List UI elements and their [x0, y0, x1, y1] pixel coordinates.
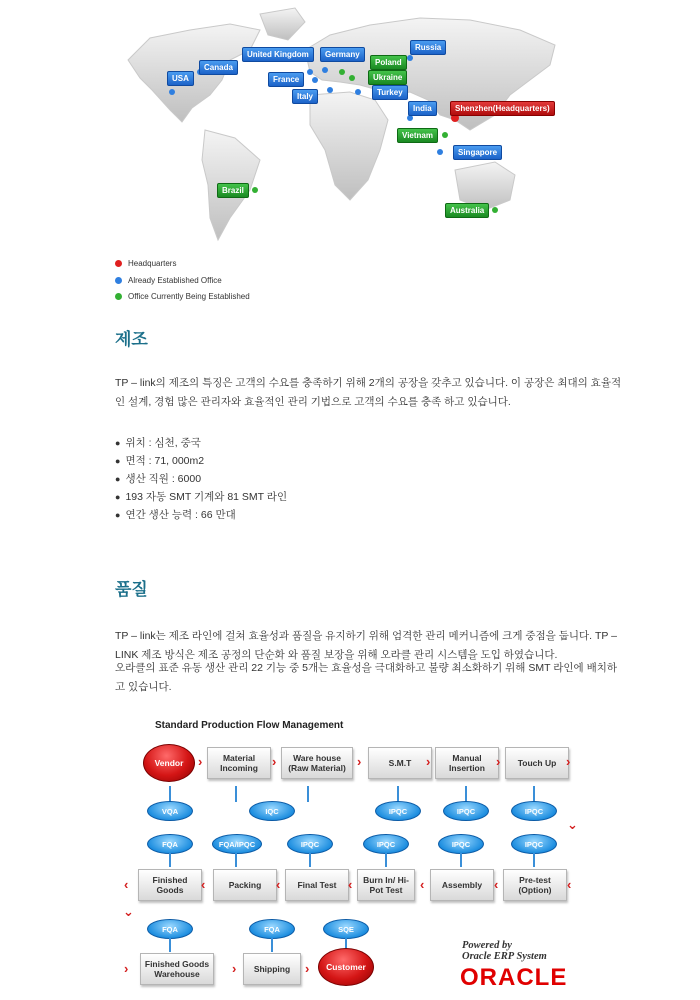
flow-final-test: Final Test	[285, 869, 349, 901]
map-label-canada: Canada	[199, 60, 238, 75]
arrow-right-icon: ›	[124, 961, 129, 976]
flow-title: Standard Production Flow Management	[155, 720, 344, 731]
arrow-left-icon: ‹	[348, 877, 353, 892]
qc-ipqc-final: IPQC	[287, 834, 333, 854]
map-label-poland: Poland	[370, 55, 407, 70]
africa-shape	[310, 92, 388, 200]
quality-heading: 품질	[115, 580, 148, 599]
vendor-node: Vendor	[143, 744, 195, 782]
turkey-dot	[355, 89, 361, 95]
qc-fqa-fg-warehouse: FQA	[147, 919, 193, 939]
manufacturing-heading: 제조	[115, 330, 148, 349]
connector-line	[235, 853, 237, 867]
qc-ipqc-burnin: IPQC	[363, 834, 409, 854]
brazil-dot	[252, 187, 258, 193]
usa-dot	[169, 89, 175, 95]
bullet-staff: ● 생산 직원 : 6000	[115, 470, 287, 488]
flow-material-incoming: Material Incoming	[207, 747, 271, 779]
connector-line	[235, 786, 237, 802]
arrow-left-icon: ‹	[201, 877, 206, 892]
map-label-brazil: Brazil	[217, 183, 249, 198]
arrow-right-icon: ›	[198, 754, 203, 769]
qc-fqa-ipqc-packing: FQA/IPQC	[212, 834, 262, 854]
flow-shipping: Shipping	[243, 953, 301, 985]
bullet-smt: ● 193 자동 SMT 기계와 81 SMT 라인	[115, 488, 287, 506]
arrow-right-icon: ›	[496, 754, 501, 769]
flow-finished-goods-warehouse: Finished Goods Warehouse	[140, 953, 214, 985]
connector-line	[345, 938, 347, 948]
flow-manual-insertion: Manual Insertion	[435, 747, 499, 779]
customer-node: Customer	[318, 948, 374, 986]
connector-line	[397, 786, 399, 802]
flow-burnin-hipot: Burn In/ Hi-Pot Test	[357, 869, 415, 901]
flow-touch-up: Touch Up	[505, 747, 569, 779]
arrow-left-icon: ‹	[124, 877, 129, 892]
map-label-turkey: Turkey	[372, 85, 408, 100]
russia-dot	[407, 55, 413, 61]
qc-ipqc-pretest: IPQC	[511, 834, 557, 854]
connector-line	[465, 786, 467, 802]
chevron-down-icon: ⌄	[567, 817, 578, 832]
flow-smt: S.M.T	[368, 747, 432, 779]
green-dot-icon	[115, 293, 122, 300]
qc-ipqc-manual: IPQC	[443, 801, 489, 821]
arrow-right-icon: ›	[566, 754, 571, 769]
quality-paragraph-2: 오라클의 표준 유동 생산 관리 22 기능 중 5개는 효율성을 극대화하고 불량 최소화하기 위해 SMT 라인에 배치하고 있습니다.	[115, 662, 618, 693]
flow-packing: Packing	[213, 869, 277, 901]
arrow-right-icon: ›	[232, 961, 237, 976]
arrow-left-icon: ‹	[420, 877, 425, 892]
flow-pretest: Pre-test (Option)	[503, 869, 567, 901]
flow-assembly: Assembly	[430, 869, 494, 901]
australia-dot	[492, 207, 498, 213]
ukraine-dot	[349, 75, 355, 81]
greenland-shape	[260, 8, 305, 40]
connector-line	[533, 853, 535, 867]
arrow-right-icon: ›	[272, 754, 277, 769]
qc-fqa-finished: FQA	[147, 834, 193, 854]
manufacturing-paragraph: TP – link의 제조의 특징은 고객의 수요를 충족하기 위해 2개의 공장을 갖추고 있습니다. 이 공장은 최대의 효율적인 설계, 경험 많은 관리자와 효율적인 관리 기법으로 고객의 수요를 충족 하고 있습니다.	[115, 377, 622, 408]
map-label-france: France	[268, 72, 304, 87]
qc-iqc: IQC	[249, 801, 295, 821]
legend-headquarters: Headquarters	[115, 259, 176, 268]
poland-dot	[339, 69, 345, 75]
map-label-ukraine: Ukraine	[368, 70, 407, 85]
connector-line	[307, 786, 309, 802]
qc-sqe: SQE	[323, 919, 369, 939]
legend-being-established: Office Currently Being Established	[115, 292, 250, 301]
red-dot-icon	[115, 260, 122, 267]
connector-line	[169, 786, 171, 802]
legend-established: Already Established Office	[115, 276, 222, 285]
arrow-left-icon: ‹	[567, 877, 572, 892]
blue-dot-icon	[115, 277, 122, 284]
map-label-shenzhen: Shenzhen(Headquarters)	[450, 101, 555, 116]
connector-line	[169, 853, 171, 867]
map-label-vietnam: Vietnam	[397, 128, 438, 143]
map-label-india: India	[408, 101, 437, 116]
map-label-singapore: Singapore	[453, 145, 502, 160]
qc-ipqc-assembly: IPQC	[438, 834, 484, 854]
map-label-russia: Russia	[410, 40, 446, 55]
chevron-down-icon: ⌄	[123, 904, 134, 919]
bullet-area: ● 면적 : 71, 000m2	[115, 452, 287, 470]
arrow-right-icon: ›	[305, 961, 310, 976]
uk-dot	[307, 69, 313, 75]
qc-vqa: VQA	[147, 801, 193, 821]
bullet-location: ● 위치 : 심천, 중국	[115, 434, 287, 452]
manufacturing-bullets	[115, 434, 287, 524]
france-dot	[312, 77, 318, 83]
quality-paragraph-1: TP – link는 제조 라인에 걸쳐 효율성과 품질을 유지하기 위해 엄격한 관리 메커니즘에 크게 중점을 둡니다. TP –LINK 제조 방식은 제조 공정의 단순화 와 품질 보장을 위해 오라클 관리 시스템을 도입 하였습니다.	[115, 630, 617, 661]
map-label-uk: United Kingdom	[242, 47, 314, 62]
arrow-left-icon: ‹	[494, 877, 499, 892]
world-map	[110, 0, 580, 250]
arrow-right-icon: ›	[426, 754, 431, 769]
map-label-usa: USA	[167, 71, 194, 86]
connector-line	[460, 853, 462, 867]
vietnam-dot	[442, 132, 448, 138]
qc-ipqc-smt: IPQC	[375, 801, 421, 821]
connector-line	[385, 853, 387, 867]
oracle-logo: ORACLE	[460, 964, 568, 991]
bullet-capacity: ● 연간 생산 능력 : 66 만대	[115, 506, 287, 524]
singapore-dot	[437, 149, 443, 155]
connector-line	[533, 786, 535, 802]
arrow-left-icon: ‹	[276, 877, 281, 892]
map-label-germany: Germany	[320, 47, 365, 62]
map-label-italy: Italy	[292, 89, 318, 104]
flow-warehouse-raw: Ware house (Raw Material)	[281, 747, 353, 779]
flow-finished-goods: Finished Goods	[138, 869, 202, 901]
italy-dot	[327, 87, 333, 93]
qc-fqa-shipping: FQA	[249, 919, 295, 939]
connector-line	[309, 853, 311, 867]
connector-line	[271, 938, 273, 952]
germany-dot	[322, 67, 328, 73]
north-america-shape	[128, 24, 260, 122]
powered-by-text: Powered by Oracle ERP System	[462, 940, 547, 962]
map-label-australia: Australia	[445, 203, 489, 218]
qc-ipqc-touchup: IPQC	[511, 801, 557, 821]
connector-line	[169, 938, 171, 952]
arrow-right-icon: ›	[357, 754, 362, 769]
